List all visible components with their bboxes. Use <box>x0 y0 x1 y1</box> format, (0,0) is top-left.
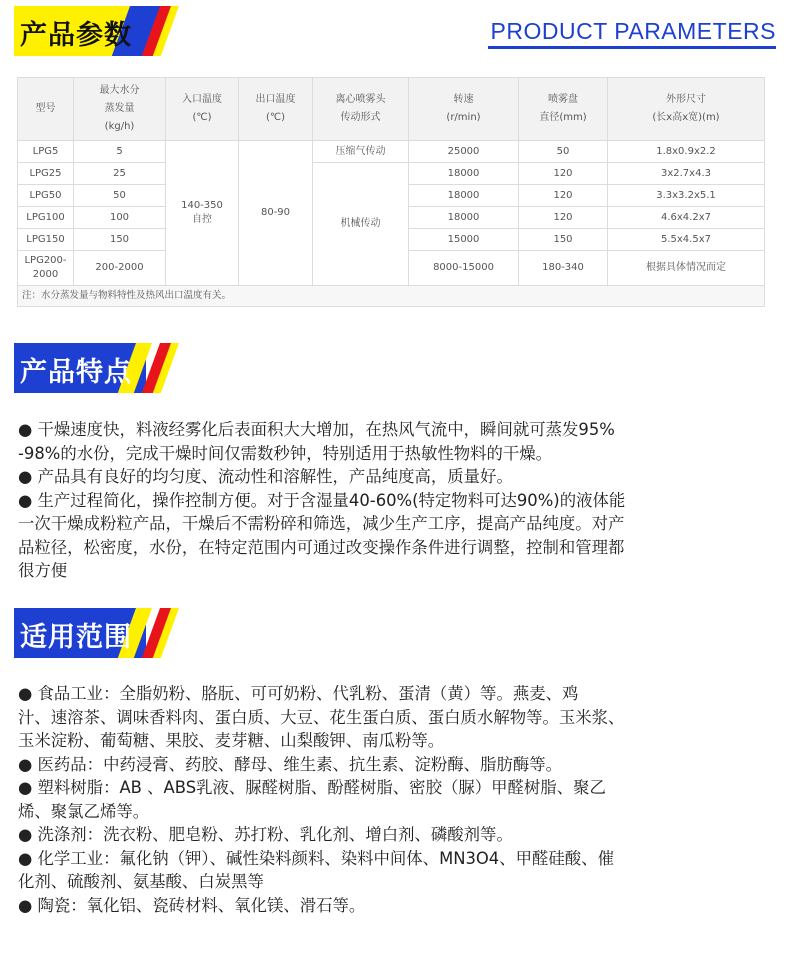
applications-line: 汁、速溶茶、调味香料肉、蛋白质、大豆、花生蛋白质、蛋白质水解物等。玉米浆、 <box>18 707 625 727</box>
header-disc-diameter: 喷雾盘 直径(mm) <box>519 78 608 141</box>
applications-line: ● 塑料树脂：AB 、ABS乳液、脲醛树脂、酚醛树脂、密胶（脲）甲醛树脂、聚乙 <box>18 778 606 797</box>
cell-dimensions: 3x2.7x4.3 <box>608 163 765 185</box>
applications-line: ● 洗涤剂：洗衣粉、肥皂粉、苏打粉、乳化剂、增白剂、磷酸剂等。 <box>18 825 513 844</box>
cell-disc: 120 <box>519 185 608 207</box>
table-row <box>18 163 765 185</box>
features-line: ● 干燥速度快，料液经雾化后表面积大大增加，在热风气流中，瞬间就可蒸发95% <box>18 420 615 439</box>
cell-dimensions: 1.8x0.9x2.2 <box>608 141 765 163</box>
features-line: ● 产品具有良好的均匀度、流动性和溶解性，产品纯度高，质量好。 <box>18 467 513 486</box>
table-header-row <box>18 78 765 141</box>
english-title: PRODUCT PARAMETERS <box>490 18 776 44</box>
cell-drive-pneumatic: 压缩气传动 <box>313 141 409 163</box>
cell-model: LPG50 <box>18 185 74 207</box>
cell-disc: 180-340 <box>519 251 608 286</box>
applications-line: ● 食品工业：全脂奶粉、胳朊、可可奶粉、代乳粉、蛋清（黄）等。燕麦、鸡 <box>18 684 579 703</box>
features-line: -98%的水份，完成干燥时间仅需数秒钟，特别适用于热敏性物料的干燥。 <box>18 443 553 463</box>
parameter-table <box>17 77 765 307</box>
cell-speed: 15000 <box>409 229 519 251</box>
cell-evaporation: 5 <box>74 141 166 163</box>
cell-model: LPG100 <box>18 207 74 229</box>
section-title-applications: 适用范围 <box>20 622 132 653</box>
table-note-row <box>18 286 765 307</box>
cell-evaporation: 25 <box>74 163 166 185</box>
applications-line: 化剂、硫酸剂、氨基酸、白炭黑等 <box>18 872 264 891</box>
cell-dimensions: 4.6x4.2x7 <box>608 207 765 229</box>
cell-model: LPG150 <box>18 229 74 251</box>
cell-dimensions: 根据具体情况而定 <box>608 251 765 286</box>
cell-disc: 150 <box>519 229 608 251</box>
features-line: 品粒径，松密度，水份，在特定范围内可通过改变操作条件进行调整，控制和管理都 <box>18 537 625 557</box>
applications-line: ● 医药品：中药浸膏、药胶、酵母、维生素、抗生素、淀粉酶、脂肪酶等。 <box>18 754 563 774</box>
features-line: 很方便 <box>18 561 68 580</box>
header-dimensions: 外形尺寸 (长x高x宽)(m) <box>608 78 765 141</box>
cell-model: LPG25 <box>18 163 74 185</box>
table-note: 注：水分蒸发量与物料特性及热风出口温度有关。 <box>18 286 765 307</box>
header-drive-type: 离心喷雾头 传动形式 <box>313 78 409 141</box>
features-line: ● 生产过程简化，操作控制方便。对于含湿量40-60%(特定物料可达90%)的液体能 <box>18 490 626 510</box>
english-title-underline <box>488 46 776 49</box>
applications-line: 玉米淀粉、葡萄糖、果胶、麦芽糖、山梨酸钾、南瓜粉等。 <box>18 731 445 750</box>
cell-evaporation: 100 <box>74 207 166 229</box>
features-line: 一次干燥成粉粒产品，干燥后不需粉碎和筛选，减少生产工序，提高产品纯度。对产 <box>18 514 625 533</box>
cell-drive-mechanical: 机械传动 <box>313 163 409 286</box>
cell-disc: 120 <box>519 163 608 185</box>
cell-disc: 120 <box>519 207 608 229</box>
cell-speed: 18000 <box>409 185 519 207</box>
cell-speed: 8000-15000 <box>409 251 519 286</box>
header-evaporation: 最大水分 蒸发量 (kg/h) <box>74 78 166 141</box>
cell-speed: 18000 <box>409 163 519 185</box>
section-title-params: 产品参数 <box>20 20 132 51</box>
cell-dimensions: 5.5x4.5x7 <box>608 229 765 251</box>
cell-speed: 18000 <box>409 207 519 229</box>
section-header-features <box>14 343 194 393</box>
section-title-features: 产品特点 <box>20 357 132 388</box>
cell-model: LPG200- 2000 <box>18 251 74 286</box>
cell-evaporation: 150 <box>74 229 166 251</box>
table-row <box>18 141 765 163</box>
header-speed: 转速 (r/min) <box>409 78 519 141</box>
applications-line: 烯、聚氯乙烯等。 <box>18 801 150 821</box>
features-text <box>18 418 784 583</box>
cell-outlet-merged: 80-90 <box>239 141 313 286</box>
cell-inlet-merged: 140-350 自控 <box>166 141 239 286</box>
section-header-applications <box>14 608 194 658</box>
cell-speed: 25000 <box>409 141 519 163</box>
header-inlet-temp: 入口温度 (℃) <box>166 78 239 141</box>
cell-evaporation: 50 <box>74 185 166 207</box>
cell-dimensions: 3.3x3.2x5.1 <box>608 185 765 207</box>
cell-model: LPG5 <box>18 141 74 163</box>
header-outlet-temp: 出口温度 (℃) <box>239 78 313 141</box>
applications-line: ● 陶瓷：氧化铝、瓷砖材料、氧化镁、滑石等。 <box>18 895 366 915</box>
applications-text <box>18 682 784 917</box>
cell-disc: 50 <box>519 141 608 163</box>
applications-line: ● 化学工业：氟化钠（钾）、碱性染料颜料、染料中间体、MN3O4、甲醛硅酸、催 <box>18 848 614 868</box>
section-header-params <box>14 6 194 56</box>
cell-evaporation: 200-2000 <box>74 251 166 286</box>
header-model: 型号 <box>18 78 74 141</box>
